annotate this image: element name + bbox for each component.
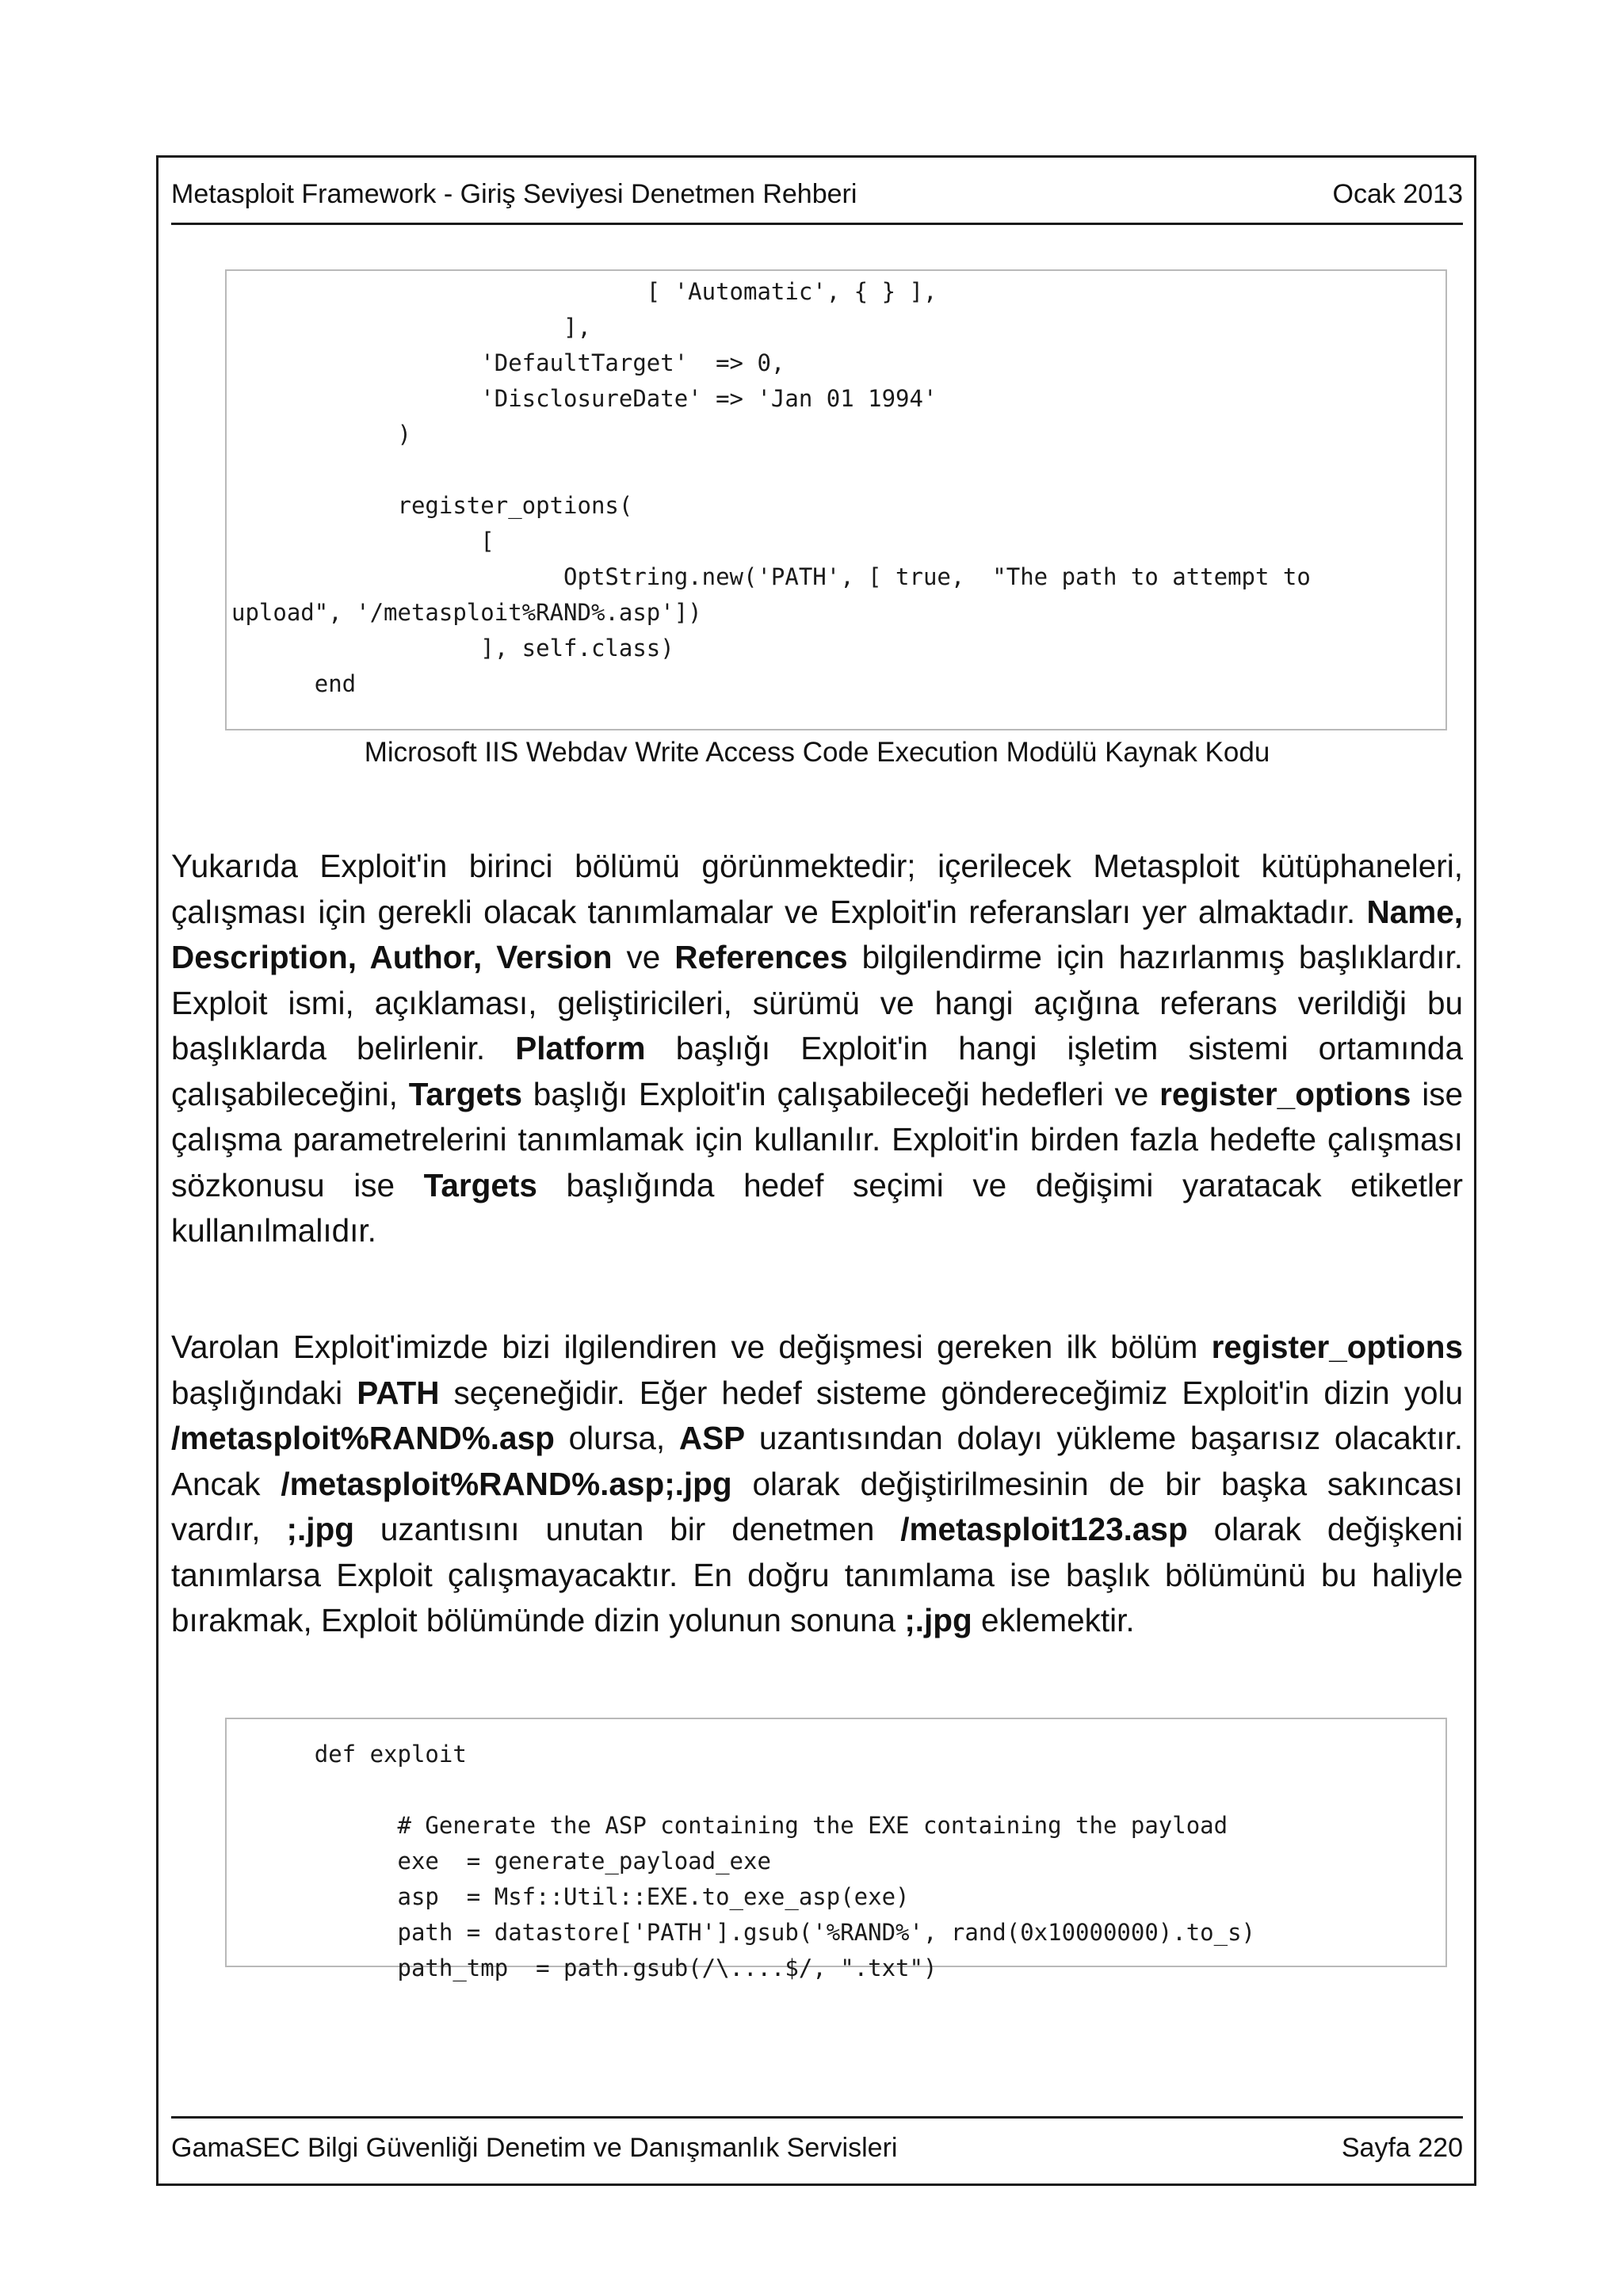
bold-term: register_options: [1159, 1075, 1411, 1112]
code-text: [ 'Automatic', { } ], ], 'DefaultTarget' => 0, 'DisclosureDate' => 'Jan 01 1994' ) register_options( [ OptString.new('PATH', [ true, "The path to attempt to upload", '/metasploit%RAND%.asp']) ], self.class) end: [231, 278, 1311, 697]
footer-company: GamaSEC Bilgi Güvenliği Denetim ve Danışmanlık Servisleri: [171, 2133, 898, 2163]
bold-term: ;.jpg: [286, 1511, 354, 1547]
text-run: başlığındaki: [171, 1374, 357, 1411]
text-run: eklemektir.: [972, 1602, 1135, 1638]
bold-term: Platform: [515, 1030, 646, 1066]
text-run: ve: [612, 939, 675, 975]
bold-term: References: [674, 939, 848, 975]
text-run: bilgilendirme için hazırlanmış başlıklardır. Exploit ismi, açıklaması, geliştiricileri, sürümü ve hangi açığına referans verildiği bu başlıklarda belirlenir.: [171, 939, 1463, 1066]
code-block-exploit: [225, 1718, 1447, 1981]
text-run: Yukarıda Exploit'in birinci bölümü görünmektedir; içerilecek Metasploit kütüphaneleri, çalışması için gerekli olacak tanımlamalar ve Exploit'in referansları yer almaktadır.: [171, 848, 1463, 930]
bold-term: ;.jpg: [904, 1602, 972, 1638]
paragraph-path-option: [171, 1325, 1463, 1644]
bold-term: Targets: [408, 1075, 522, 1112]
code-caption: Microsoft IIS Webdav Write Access Code Execution Modülü Kaynak Kodu: [364, 737, 1270, 768]
text-run: uzantısını unutan bir denetmen: [353, 1511, 901, 1547]
code-text: def exploit # Generate the ASP containing the EXE containing the payload exe = generate_payload_exe asp = Msf::Util::EXE.to_exe_asp(exe) path = datastore['PATH'].gsub('%RAND%', rand(0x10000000).to_s) path_tmp = path.gsub(/\....$/, ".txt"): [314, 1741, 1256, 1981]
text-run: başlığı Exploit'in çalışabileceği hedefleri ve: [522, 1075, 1160, 1112]
bold-term: Targets: [423, 1166, 537, 1203]
text-run: Varolan Exploit'imizde bizi ilgilendiren ve değişmesi gereken ilk bölüm: [171, 1329, 1212, 1365]
bold-term: Name, Description, Author, Version: [171, 893, 1463, 975]
text-run: başlığı Exploit'in hangi işletim sistemi ortamında çalışabileceğini,: [171, 1030, 1463, 1112]
header-date: Ocak 2013: [1332, 179, 1463, 209]
text-run: olursa,: [554, 1420, 679, 1456]
bold-term: PATH: [357, 1374, 440, 1411]
text-run: uzantısından dolayı yükleme başarısız olacaktır. Ancak: [171, 1420, 1463, 1502]
bold-term: ASP: [678, 1420, 746, 1456]
text-run: ise çalışma parametrelerini tanımlamak için kullanılır. Exploit'in birden fazla hedefte çalışması sözkonusu ise: [171, 1075, 1463, 1203]
page-header: [171, 179, 1463, 225]
code-block-options: [225, 269, 1447, 730]
text-run: olarak değiştirilmesinin de bir başka sakıncası vardır,: [171, 1465, 1463, 1547]
page-footer: [171, 2116, 1463, 2164]
header-title: Metasploit Framework - Giriş Seviyesi Denetmen Rehberi: [171, 179, 857, 209]
bold-term: register_options: [1211, 1329, 1463, 1365]
bold-term: /metasploit123.asp: [900, 1511, 1188, 1547]
bold-term: /metasploit%RAND%.asp;.jpg: [281, 1465, 732, 1502]
page-number: Sayfa 220: [1341, 2133, 1463, 2163]
text-run: olarak değişkeni tanımlarsa Exploit çalışmayacaktır. En doğru tanımlama ise başlık bölümünü bu haliyle bırakmak, Exploit bölümünde dizin yolunun sonuna: [171, 1511, 1463, 1638]
bold-term: /metasploit%RAND%.asp: [171, 1420, 555, 1456]
paragraph-explanation: [171, 844, 1463, 1254]
text-run: başlığında hedef seçimi ve değişimi yaratacak etiketler kullanılmalıdır.: [171, 1166, 1463, 1249]
text-run: seçeneğidir. Eğer hedef sisteme göndereceğimiz Exploit'in dizin yolu: [439, 1374, 1463, 1411]
